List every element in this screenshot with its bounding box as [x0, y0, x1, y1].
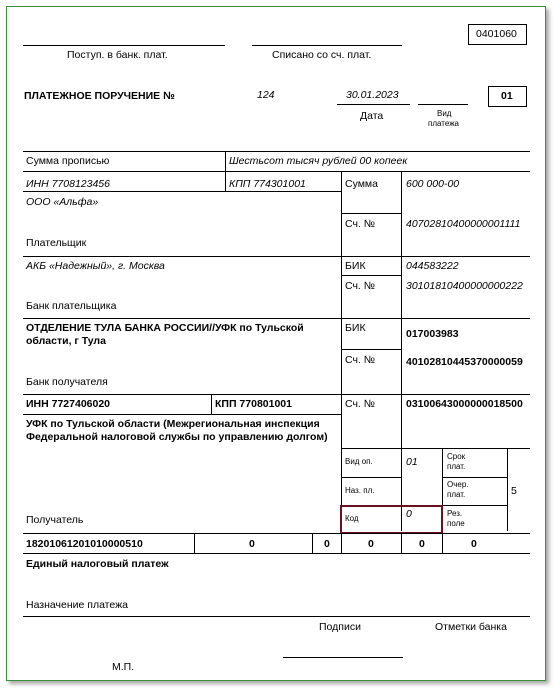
purpose-code-label: Наз. пл.	[345, 486, 375, 495]
payee-account-label: Сч. №	[345, 398, 376, 410]
payment-type-label-2: платежа	[428, 119, 460, 128]
payee-account: 03100643000000018500	[406, 398, 523, 410]
payer-inn: ИНН 7708123456	[26, 178, 110, 190]
payer-account-label: Сч. №	[345, 218, 376, 230]
payer-account: 40702810400000001111	[406, 218, 521, 230]
payee-bank-name-line2: области, г Тула	[26, 335, 106, 347]
debited-line	[252, 45, 402, 46]
op-type-label: Вид оп.	[345, 457, 373, 466]
payer-amount: 600 000-00	[406, 178, 460, 190]
code-label: Код	[345, 514, 359, 523]
payer-bank-bik-label: БИК	[345, 260, 366, 272]
code-value: 0	[406, 508, 412, 520]
payee-inn: ИНН 7727406020	[26, 398, 111, 410]
reserve-label-2: поле	[447, 519, 465, 528]
order-number: 124	[257, 89, 275, 101]
received-label: Поступ. в банк. плат.	[67, 49, 168, 61]
signatures-label: Подписи	[319, 621, 361, 633]
doc-date: 0	[471, 538, 477, 550]
amount-words-value: Шестьсот тысяч рублей 00 копеек	[229, 155, 408, 167]
payer-bank-label: Банк плательщика	[26, 300, 117, 312]
stamp-label: М.П.	[112, 661, 135, 673]
payment-type-line	[418, 104, 468, 105]
payer-bank-account-label: Сч. №	[345, 280, 376, 292]
reserve-label-1: Рез.	[447, 509, 463, 518]
payer-kpp: КПП 774301001	[229, 178, 306, 190]
amount-words-label: Сумма прописью	[26, 155, 110, 167]
term-label-1: Срок	[447, 452, 466, 461]
payment-type-label-1: Вид	[437, 109, 452, 118]
purpose-text: Единый налоговый платеж	[26, 558, 169, 570]
payee-bank-bik-label: БИК	[345, 322, 366, 334]
payee-bank-account: 40102810445370000059	[406, 356, 523, 368]
payer-bank-name: АКБ «Надежный», г. Москва	[26, 260, 165, 272]
payer-amount-label: Сумма	[345, 178, 378, 190]
term-label-2: плат.	[447, 462, 466, 471]
order-label-1: Очер.	[447, 480, 469, 489]
payee-bank-bik: 017003983	[406, 328, 459, 340]
payer-label: Плательщик	[26, 237, 87, 249]
order-value: 5	[511, 485, 517, 497]
oktmo: 0	[249, 538, 255, 550]
payee-name-line2: Федеральной налоговой службы по управлению долгом)	[26, 431, 328, 443]
basis: 0	[324, 538, 330, 550]
status-code: 01	[501, 90, 513, 102]
payer-bank-bik: 044583222	[406, 260, 459, 272]
form-title: ПЛАТЕЖНОЕ ПОРУЧЕНИЕ №	[24, 90, 175, 102]
bank-marks-label: Отметки банка	[435, 621, 507, 633]
period: 0	[368, 538, 374, 550]
order-date: 30.01.2023	[346, 89, 399, 101]
kbk: 18201061201010000510	[26, 538, 143, 550]
payee-name-line1: УФК по Тульской области (Межрегиональная инспекция	[26, 418, 320, 430]
received-line	[23, 45, 225, 46]
purpose-label: Назначение платежа	[26, 599, 128, 611]
op-type: 01	[406, 456, 418, 468]
doc-number: 0	[419, 538, 425, 550]
signature-line	[283, 657, 403, 658]
payment-order-form	[6, 6, 546, 681]
debited-label: Списано со сч. плат.	[272, 49, 372, 61]
payee-bank-account-label: Сч. №	[345, 354, 376, 366]
payer-bank-account: 30101810400000000222	[406, 280, 523, 292]
payee-label: Получатель	[26, 514, 84, 526]
date-line	[337, 104, 410, 105]
form-code: 0401060	[476, 28, 517, 40]
payee-bank-label: Банк получателя	[26, 376, 108, 388]
payer-name: ООО «Альфа»	[26, 196, 99, 208]
date-label: Дата	[360, 110, 384, 122]
payee-kpp: КПП 770801001	[215, 398, 292, 410]
payee-bank-name-line1: ОТДЕЛЕНИЕ ТУЛА БАНКА РОССИИ//УФК по Тульской	[26, 322, 304, 334]
order-label-2: плат.	[447, 490, 466, 499]
